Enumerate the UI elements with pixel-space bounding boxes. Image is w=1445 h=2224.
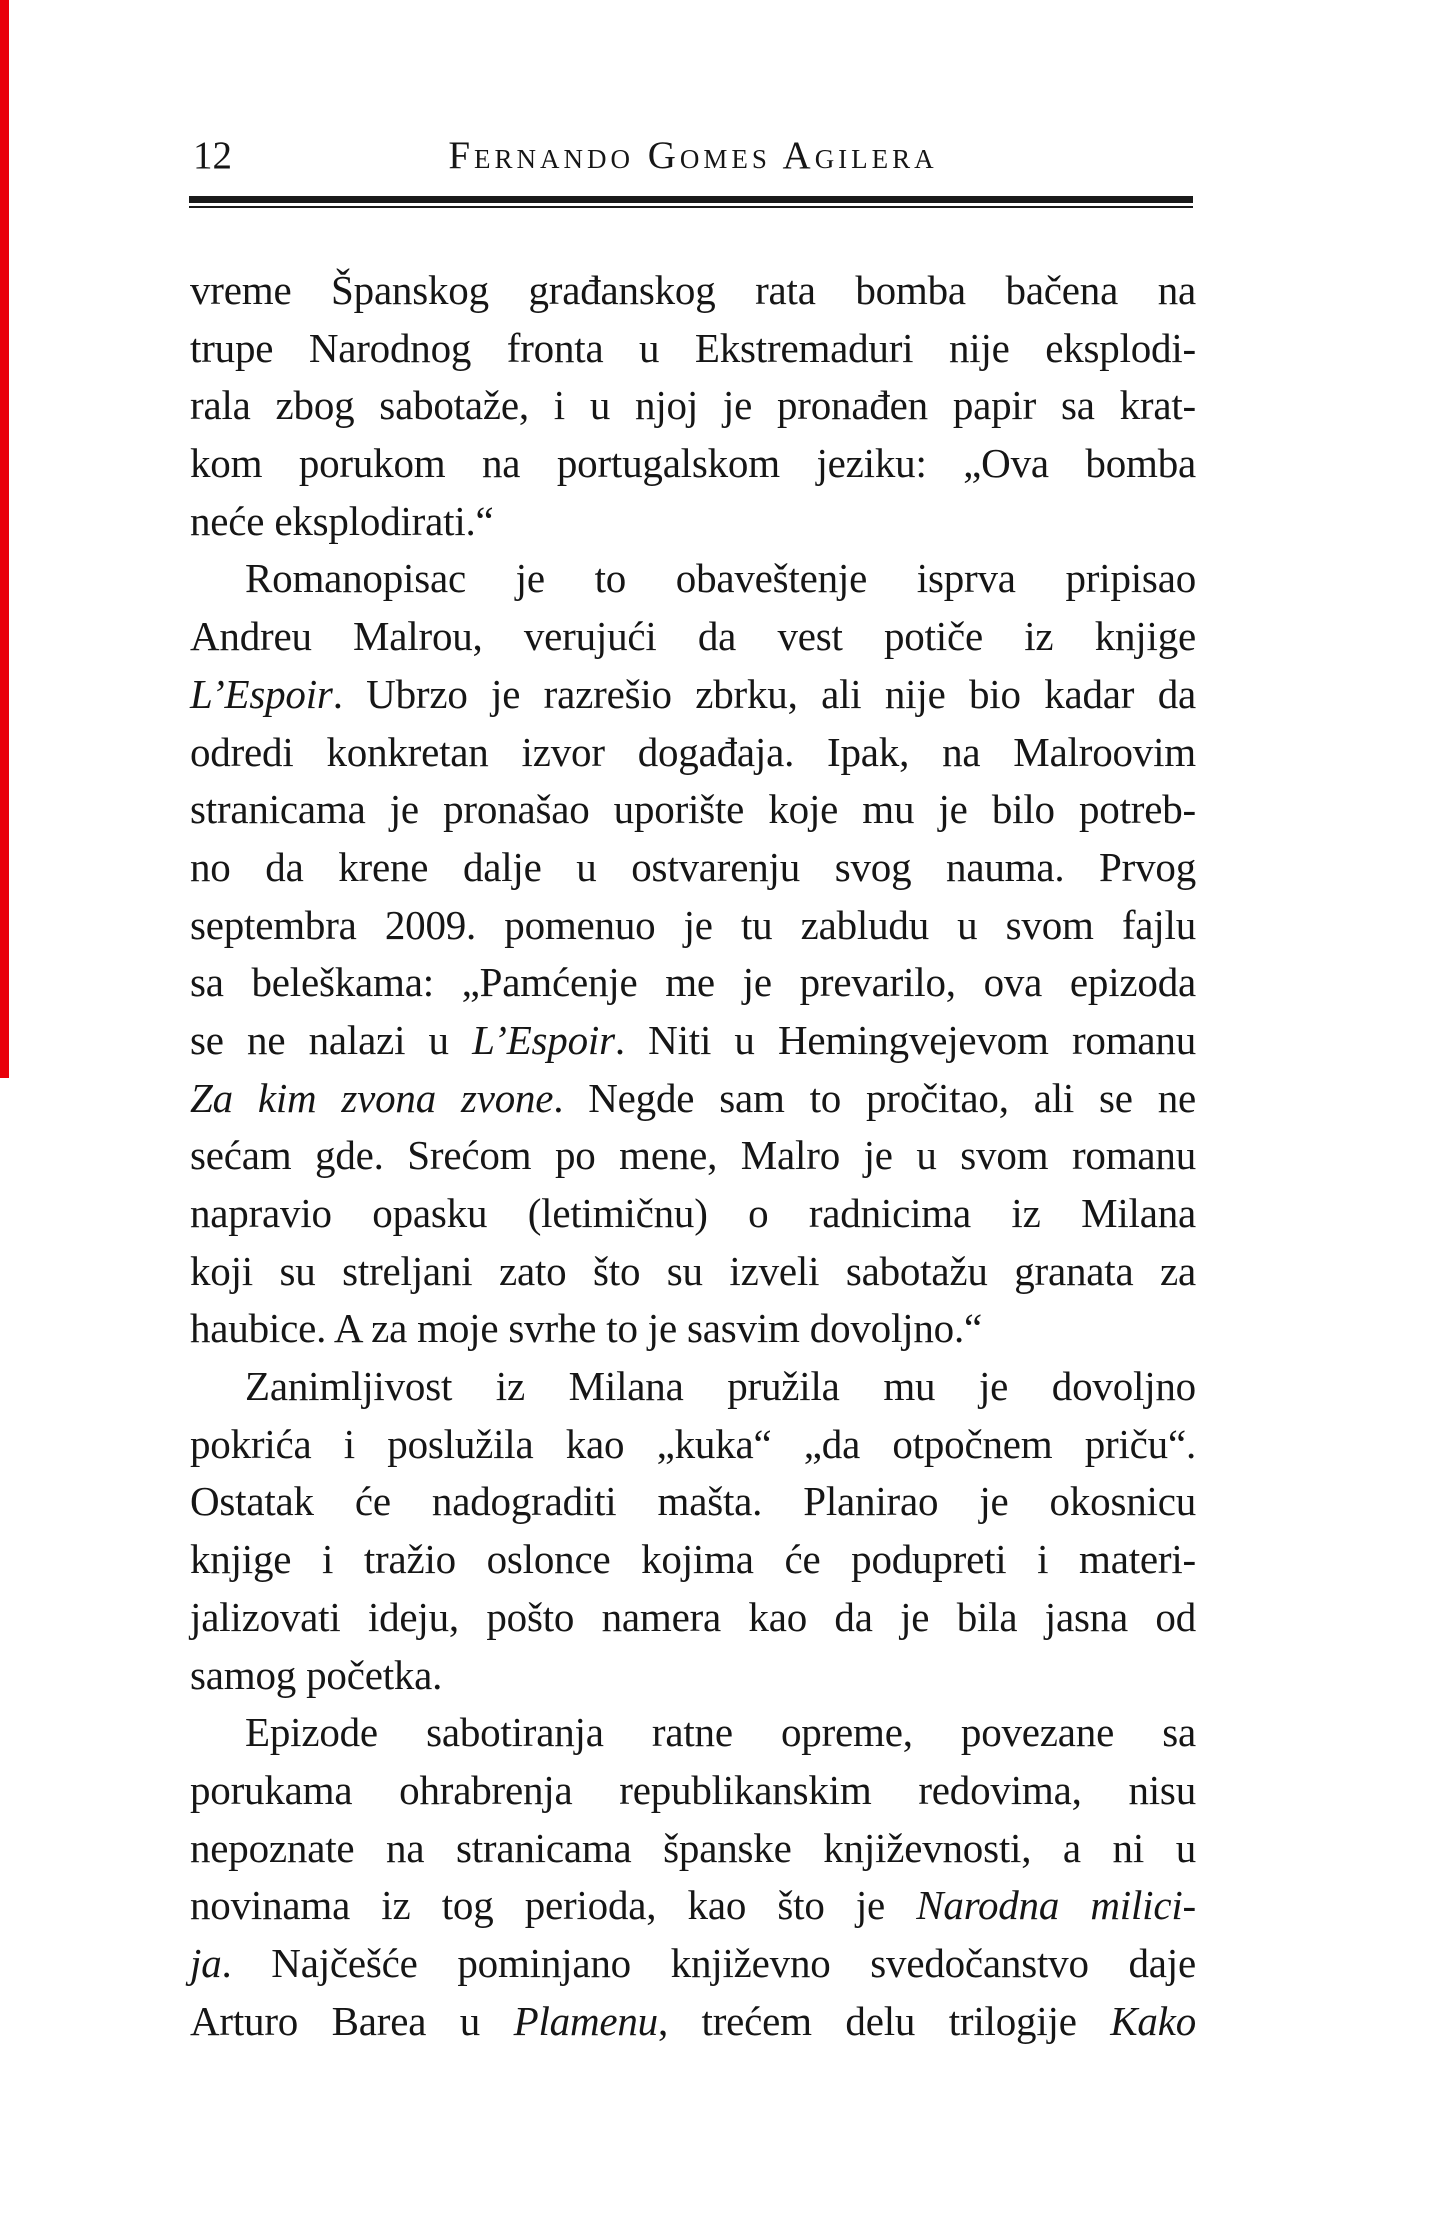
page-body-text bbox=[190, 262, 1196, 2050]
text-line bbox=[190, 320, 1196, 378]
text-segment: , trećem delu trilogije bbox=[657, 1997, 1111, 2044]
text-segment: septembra 2009. pomenuo je tu zabludu u svom fajlu bbox=[190, 901, 1196, 948]
text-line bbox=[190, 1243, 1196, 1301]
text-line bbox=[190, 1877, 1196, 1935]
text-line bbox=[190, 435, 1196, 493]
text-segment: stranicama je pronašao uporište koje mu je bilo potreb- bbox=[190, 786, 1196, 833]
italic-text-segment: ja bbox=[190, 1939, 222, 1986]
text-segment: novinama iz tog perioda, kao što je bbox=[190, 1882, 917, 1929]
text-segment: Zanimljivost iz Milana pružila mu je dovoljno bbox=[245, 1363, 1196, 1410]
text-line bbox=[190, 550, 1196, 608]
text-line bbox=[190, 1185, 1196, 1243]
text-line bbox=[190, 1358, 1196, 1416]
header-rule-thin bbox=[189, 206, 1193, 208]
text-segment: . Negde sam to pročitao, ali se ne bbox=[553, 1074, 1196, 1121]
text-segment: no da krene dalje u ostvarenju svog nauma. Prvog bbox=[190, 843, 1196, 890]
text-line bbox=[190, 1820, 1196, 1878]
text-segment: . Niti u Hemingvejevom romanu bbox=[614, 1016, 1196, 1063]
text-line bbox=[190, 1070, 1196, 1128]
text-segment: kom porukom na portugalskom jeziku: „Ova bomba bbox=[190, 440, 1196, 487]
text-line bbox=[190, 377, 1196, 435]
text-segment: vreme Španskog građanskog rata bomba bačena na bbox=[190, 267, 1196, 313]
text-segment: napravio opasku (letimičnu) o radnicima iz Milana bbox=[190, 1190, 1196, 1236]
text-line bbox=[190, 262, 1196, 320]
text-line bbox=[190, 1300, 1196, 1358]
text-segment: koji su streljani zato što su izveli sabotažu granata za bbox=[190, 1247, 1196, 1294]
page-header bbox=[190, 134, 1196, 178]
text-line bbox=[190, 493, 1196, 551]
page-number: 12 bbox=[193, 134, 232, 177]
text-segment: se ne nalazi u bbox=[190, 1016, 473, 1063]
italic-text-segment: Narodna milici- bbox=[916, 1882, 1196, 1929]
text-line bbox=[190, 1704, 1196, 1762]
text-segment: . Ubrzo je razrešio zbrku, ali nije bio kadar da bbox=[332, 670, 1196, 717]
text-segment: sa beleškama: „Pamćenje me je prevarilo, ova epizoda bbox=[190, 959, 1196, 1006]
text-line bbox=[190, 1012, 1196, 1070]
text-line bbox=[190, 839, 1196, 897]
running-header-title: Fernando Gomes Agilera bbox=[448, 134, 938, 177]
text-segment: nepoznate na stranicama španske književnosti, a ni u bbox=[190, 1824, 1196, 1871]
text-segment: sećam gde. Srećom po mene, Malro je u svom romanu bbox=[190, 1132, 1196, 1179]
text-line bbox=[190, 1589, 1196, 1647]
header-rule bbox=[189, 196, 1193, 208]
italic-text-segment: L’Espoir bbox=[472, 1016, 615, 1063]
italic-text-segment: Za kim zvona zvone bbox=[190, 1074, 554, 1121]
text-segment: porukama ohrabrenja republikanskim redovima, nisu bbox=[190, 1766, 1196, 1813]
text-segment: Romanopisac je to obaveštenje isprva pripisao bbox=[245, 555, 1196, 602]
italic-text-segment: L’Espoir bbox=[190, 670, 333, 717]
italic-text-segment: Plamenu bbox=[513, 1997, 658, 2044]
text-segment: . Najčešće pominjano književno svedočanstvo daje bbox=[221, 1939, 1196, 1986]
text-line bbox=[190, 608, 1196, 666]
text-segment: knjige i tražio oslonce kojima će podupreti i materi- bbox=[190, 1536, 1196, 1583]
text-segment: trupe Narodnog fronta u Ekstremaduri nije eksplodi- bbox=[190, 324, 1196, 371]
text-line bbox=[190, 1473, 1196, 1531]
text-segment: jalizovati ideju, pošto namera kao da je bila jasna od bbox=[190, 1593, 1196, 1640]
text-segment: neće eksplodirati.“ bbox=[190, 497, 494, 544]
text-segment: Andreu Malrou, verujući da vest potiče iz knjige bbox=[190, 613, 1196, 660]
text-segment: haubice. A za moje svrhe to je sasvim dovoljno.“ bbox=[190, 1305, 983, 1352]
text-line bbox=[190, 1531, 1196, 1589]
text-line bbox=[190, 1416, 1196, 1474]
text-line bbox=[190, 781, 1196, 839]
text-segment: pokrića i poslužila kao „kuka“ „da otpočnem priču“. bbox=[190, 1420, 1196, 1467]
text-segment: rala zbog sabotaže, i u njoj je pronađen papir sa krat- bbox=[190, 382, 1196, 429]
text-segment: Ostatak će nadograditi mašta. Planirao je okosnicu bbox=[190, 1478, 1196, 1525]
header-rule-thick bbox=[189, 196, 1193, 203]
text-line bbox=[190, 1127, 1196, 1185]
text-line bbox=[190, 1935, 1196, 1993]
text-segment: samog početka. bbox=[190, 1651, 443, 1698]
text-line bbox=[190, 666, 1196, 724]
text-line bbox=[190, 724, 1196, 782]
text-segment: odredi konkretan izvor događaja. Ipak, na Malroovim bbox=[190, 728, 1196, 775]
text-segment: Arturo Barea u bbox=[190, 1997, 514, 2044]
red-edge-bar bbox=[0, 0, 9, 1078]
text-segment: Epizode sabotiranja ratne opreme, povezane sa bbox=[245, 1709, 1196, 1756]
text-line bbox=[190, 954, 1196, 1012]
italic-text-segment: Kako bbox=[1110, 1997, 1197, 2044]
text-line bbox=[190, 897, 1196, 955]
text-line bbox=[190, 1762, 1196, 1820]
text-line bbox=[190, 1993, 1196, 2051]
text-line bbox=[190, 1647, 1196, 1705]
